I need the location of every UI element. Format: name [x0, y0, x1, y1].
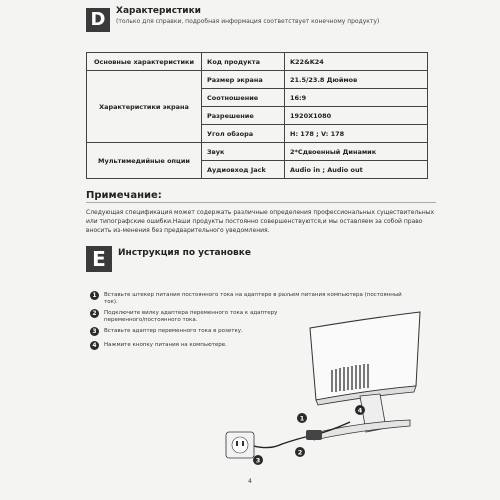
specs-key: Разрешение: [202, 107, 285, 125]
specs-value: H: 178 ; V: 178: [285, 125, 428, 143]
stand-base: [310, 420, 410, 440]
specs-table: [86, 52, 428, 179]
figure-label: 3: [255, 456, 261, 465]
specs-key: Угол обзора: [202, 125, 285, 143]
step-number: 2: [90, 309, 99, 318]
step-text: Вставьте адаптер переменного тока в розетку.: [104, 328, 243, 334]
step-number: 4: [90, 341, 99, 350]
section-e-badge: E: [86, 246, 112, 272]
installation-illustration: [210, 310, 430, 470]
page-number: 4: [248, 478, 252, 485]
section-d-title: Характеристики: [116, 6, 201, 16]
note-divider: [86, 202, 436, 203]
specs-key: Звук: [202, 143, 285, 161]
section-d-subtitle: (только для справки, подробная информация соответствует конечному продукту): [116, 18, 380, 25]
specs-value: Audio in ; Audio out: [285, 161, 428, 179]
specs-category: Характеристики экрана: [87, 71, 202, 143]
figure-label: 4: [357, 406, 363, 415]
note-title: Примечание:: [86, 190, 162, 201]
specs-key: Код продукта: [202, 53, 285, 71]
power-adapter: [306, 430, 322, 440]
section-e-title: Инструкция по установке: [118, 248, 251, 258]
step-number: 3: [90, 327, 99, 336]
step-text: Вставьте штекер питания постоянного тока на адаптере в разъем питания компьютера (постоянный ток).: [104, 292, 402, 305]
table-row: [87, 143, 428, 161]
figure-label: 2: [297, 448, 303, 457]
specs-key: Размер экрана: [202, 71, 285, 89]
step-text: Подключите вилку адаптера переменного тока к адаптеру переменного/постоянного тока.: [104, 310, 278, 323]
specs-value: K22&K24: [285, 53, 428, 71]
specs-value: 16:9: [285, 89, 428, 107]
specs-value: 1920X1080: [285, 107, 428, 125]
specs-category: Основные характеристики: [87, 53, 202, 71]
install-step: [90, 292, 404, 306]
note-text: Следующая спецификация может содержать различные определения профессиональных существительных или типографские ошибки.Наши продукты постоянно совершенствуются,и мы оставляем за собой право вносить из-менения без предварительного уведомления.: [86, 209, 435, 234]
specs-value: 21.5/23.8 Дюймов: [285, 71, 428, 89]
specs-key: Аудиовход Jack: [202, 161, 285, 179]
step-text: Нажмите кнопку питания на компьютере.: [104, 342, 227, 348]
step-number: 1: [90, 291, 99, 300]
table-row: [87, 53, 428, 71]
specs-key: Соотношение: [202, 89, 285, 107]
section-d-badge: D: [86, 8, 110, 32]
specs-value: 2*Сдвоенный Динамик: [285, 143, 428, 161]
figure-label: 1: [299, 414, 305, 423]
table-row: [87, 71, 428, 89]
specs-category: Мультимедийные опции: [87, 143, 202, 179]
